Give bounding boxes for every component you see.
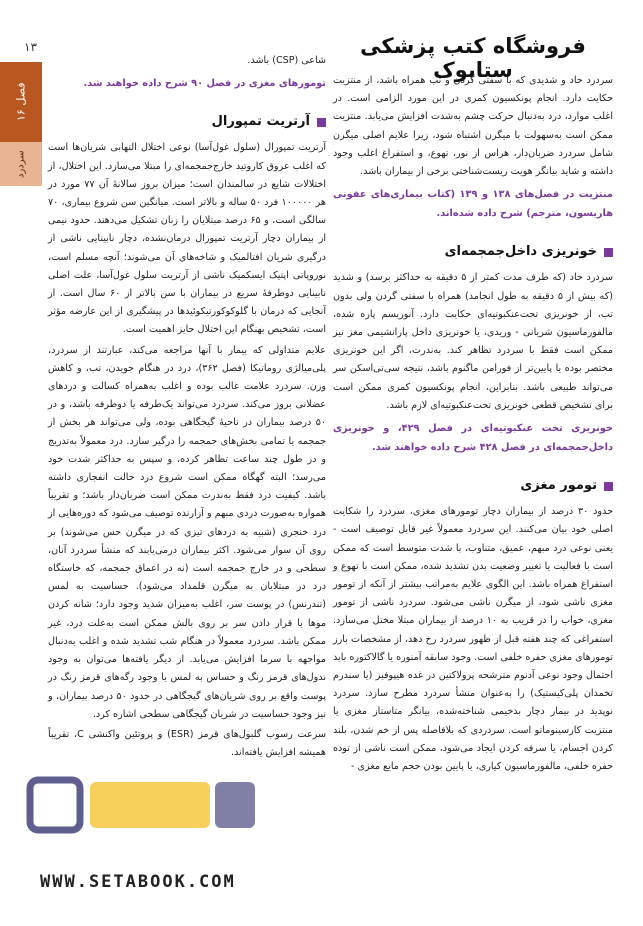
hemorrhage-heading: خونریزی داخل‌جمجمه‌ای [333,243,613,261]
watermark-url: WWW.SETABOOK.COM [40,872,236,892]
section-square-icon [604,482,613,491]
arteritis-paragraph-1: آرتریت تمپورال (سلول غول‌آسا) نوعی اختلال التهابی شریان‌ها است که اغلب عروق کاروتید خارج‌جمجمه‌ای را مبتلا می‌سازد. این اختلال، از اختلالات شایع در سالمندان است؛ میزان بروز سالانهٔ آن ۷۷ مورد در هر ۱۰۰۰۰۰ فرد ۵۰ ساله و بالاتر است. میانگین سن شروع بیماری، ۷۰ سالگی است، و ۶۵ درصد مبتلایان را زنان تشکیل می‌دهند. حدود نیمی از بیماران دچار آرتریت تمپورال درمان‌نشده، دچار نابینایی ناشی از درگیری شریان افتالمیک و شاخه‌های آن می‌شوند؛ آنچه مسلم است، نوروپاتی اپتیک ایسکمیک ناشی از آرتریت سلول غول‌آسا، علت اصلی نابینایی دوطرفهٔ سریع در بیماران با سن بالاتر از ۶۰ سال است. از آنجایی که درمان با گلوکوکورتیکوئیدها در پیشگیری از این عارضه مؤثر است، تشخیص بهنگام این اختلال حایز اهمیت است. [48,142,326,336]
arteritis-paragraph-2: علایم متداولی که بیمار با آنها مراجعه می‌کند، عبارتند از سردرد، پلی‌میالژی روماتیکا (فصل ۳۶۲)، درد در هنگام جویدن، تب، و کاهش وزن. سردرد علامت غالب بوده و اغلب به‌همراه کسالت و دردهای عضلانی بروز می‌کند. سردرد می‌تواند یک‌طرفه یا دوطرفه باشد، و در ۵۰ درصد بیماران در ناحیهٔ گیجگاهی بوده، ولی می‌تواند هر بخش از جمجمه یا تمامی بخش‌های جمجمه را درگیر سازد. درد معمولاً به‌تدریج و در طول چند ساعت تظاهر کرده، و سپس به حداکثر شدت خود می‌رسد؛ البته گهگاه ممکن است شروع درد حالت انفجاری داشته باشد. کیفیت درد فقط به‌ندرت ممکن است ضربان‌دار باشد؛ و تقریباً همواره به‌صورت دردی مبهم و آزارنده توصیف می‌شود که دوره‌هایی از درد خنجری (شبیه به دردهای تیزی که در میگرن حس می‌شوند) بر روی آن سوار می‌شود. اکثر بیماران درمی‌یابند که منشأ سردرد آنان، سطحی و در خارج جمجمه است (نه در اعماق جمجمه، که خاستگاه درد در مبتلایان به میگرن قلمداد می‌شود). حساسیت به لمس (تندرنس) در پوست سر، اغلب به‌میزان شدید وجود دارد؛ شانه کردن موها یا قرار دادن سر بر روی بالش ممکن است به‌علت درد، غیر ممکن باشد. سردرد معمولاً در هنگام شب تشدید شده و اغلب به‌دنبال مواجهه با سرما افزایش می‌یابد. از دیگر یافته‌ها می‌توان به وجود ندول‌های قرمز رنگ و حساس به لمس یا وجود رگه‌های قرمز رنگ در پوست واقع بر روی شریان‌های گیجگاهی در حدود ۵۰ درصد بیماران، و نیز وجود حساسیت در شریان گیجگاهی سطحی اشاره کرد. [48,344,326,720]
right-column [333,72,613,778]
store-banner: فروشگاه کتب پزشکی ستابوک [360,34,586,82]
chapter-tab: فصل ۱۶ [0,62,42,142]
hemorrhage-paragraph: سردرد حاد (که طرف مدت کمتر از ۵ دقیقه به حداکثر برسد) و شدید (که بیش از ۵ دقیقه به طول انجامد) همراه با سفتی گردن ولی بدون تب، از خونریزی تحت‌عنکبوتیه‌ای حکایت دارد. آنوریسم پاره شده، مالفورماسیون شریانی - وریدی، یا خونریزی داخل پارانشیمی مغز نیز ممکن است فقط با سردرد تظاهر کند. به‌ندرت، اگر این خونریزی مختصر بوده یا پایین‌تر از فورامن ماگنوم باشد، نتیجه سی‌تی‌اسکن سر می‌تواند طبیعی باشد. بنابراین، انجام پونکسیون کمری ممکن است برای تشخیص قطعی خونریزی تحت‌عنکبوتیه‌ای لازم باشد. [333,272,614,411]
page-number: ۱۳ [24,40,37,54]
left-intro: شاعی (CSP) باشد. [247,55,326,66]
section-square-icon [317,118,326,127]
section-square-icon [604,248,613,257]
meningitis-note: منتزیت در فصل‌های ۱۳۸ و ۱۳۹ (کتاب بیماری‌های عفونی هاریسون، مترجم) شرح داده شده‌اند. [333,189,613,220]
hemorrhage-note: خونریزی تحت عنکبوتیه‌ای در فصل ۴۲۹، و خونریزی داخل‌جمجمه‌ای در فصل ۴۲۸ شرح داده خواهند شد. [333,423,613,454]
chapter-subtab: سردرد [0,142,42,186]
left-column [48,52,326,764]
tumor-paragraph: حدود ۳۰ درصد از بیماران دچار تومورهای مغزی، سردرد را شکایت اصلی خود بیان می‌کنند. این سردرد معمولاً غیر قابل توصیف است - یعنی نوعی درد مبهم، عمیق، متناوب، با شدت متوسط است که ممکن است با فعالیت یا تغییر وضعیت بدن تشدید شده، ممکن است با تهوع و استفراغ همراه باشد. این الگوی علایم به‌مراتب بیشتر از آنکه از تومور مغزی ناشی شود، از میگرن ناشی می‌شود. سردرد ناشی از تومور مغزی، خواب را در قریب به ۱۰ درصد از بیماران مبتلا مختل می‌سازد. استفراغی که چند هفته قبل از ظهور سردرد رخ دهد، از مشخصات بارز تومورهای مغزی حفره خلفی است. وجود سابقه آمنوره یا گالاکتوره باید احتمال وجود نوعی آدنوم مترشحه پرولاکتین در غده هیپوفیز (یا سندرم تخمدان پلی‌کیستیک) را به‌عنوان منشأ سردرد مطرح سازد. سردرد نوپدید در بیمار دچار بدخیمی شناخته‌شده، بیانگر متاستاز مغزی یا منتزیت کارسینوماتو است. سردردی که بلافاصله پس از خم شدن، بلند کردن اجسام، یا سرفه کردن ایجاد می‌شود، ممکن است ناشی از توده حفره خلفی، مالفورماسیون کیاری، یا پایین بودن حجم مایع مغزی - [333,506,613,773]
arteritis-paragraph-3: سرعت رسوب گلبول‌های قرمز (ESR) و پروتئین واکنشی C، تقریباً همیشه افزایش یافته‌اند. [48,728,327,759]
arteritis-heading: آرتریت تمپورال [48,113,326,131]
meningitis-paragraph: سردرد حاد و شدیدی که با سفتی گردن و تب همراه باشد، از منتزیت حکایت دارد. انجام پونکسیون کمری در این مورد الزامی است. در اغلب موارد، درد به‌دنبال حرکت چشم به‌شدت افزایش می‌یابد. منتزیت ممکن است به‌سهولت با میگرن اشتباه شود، زیرا علایم اصلی میگرن شامل سردرد ضربان‌دار، هراس از نور، تهوع، و استفراغ اغلب وجود داشته و شاید بیانگر هویت ریست‌شناختی برخی از بیماران باشد. [333,75,613,178]
tumor-note: تومورهای مغزی در فصل ۹۰ شرح داده خواهند شد. [83,78,326,90]
tumor-heading: تومور مغزی [333,477,613,495]
setabook-logo-watermark [20,760,280,890]
